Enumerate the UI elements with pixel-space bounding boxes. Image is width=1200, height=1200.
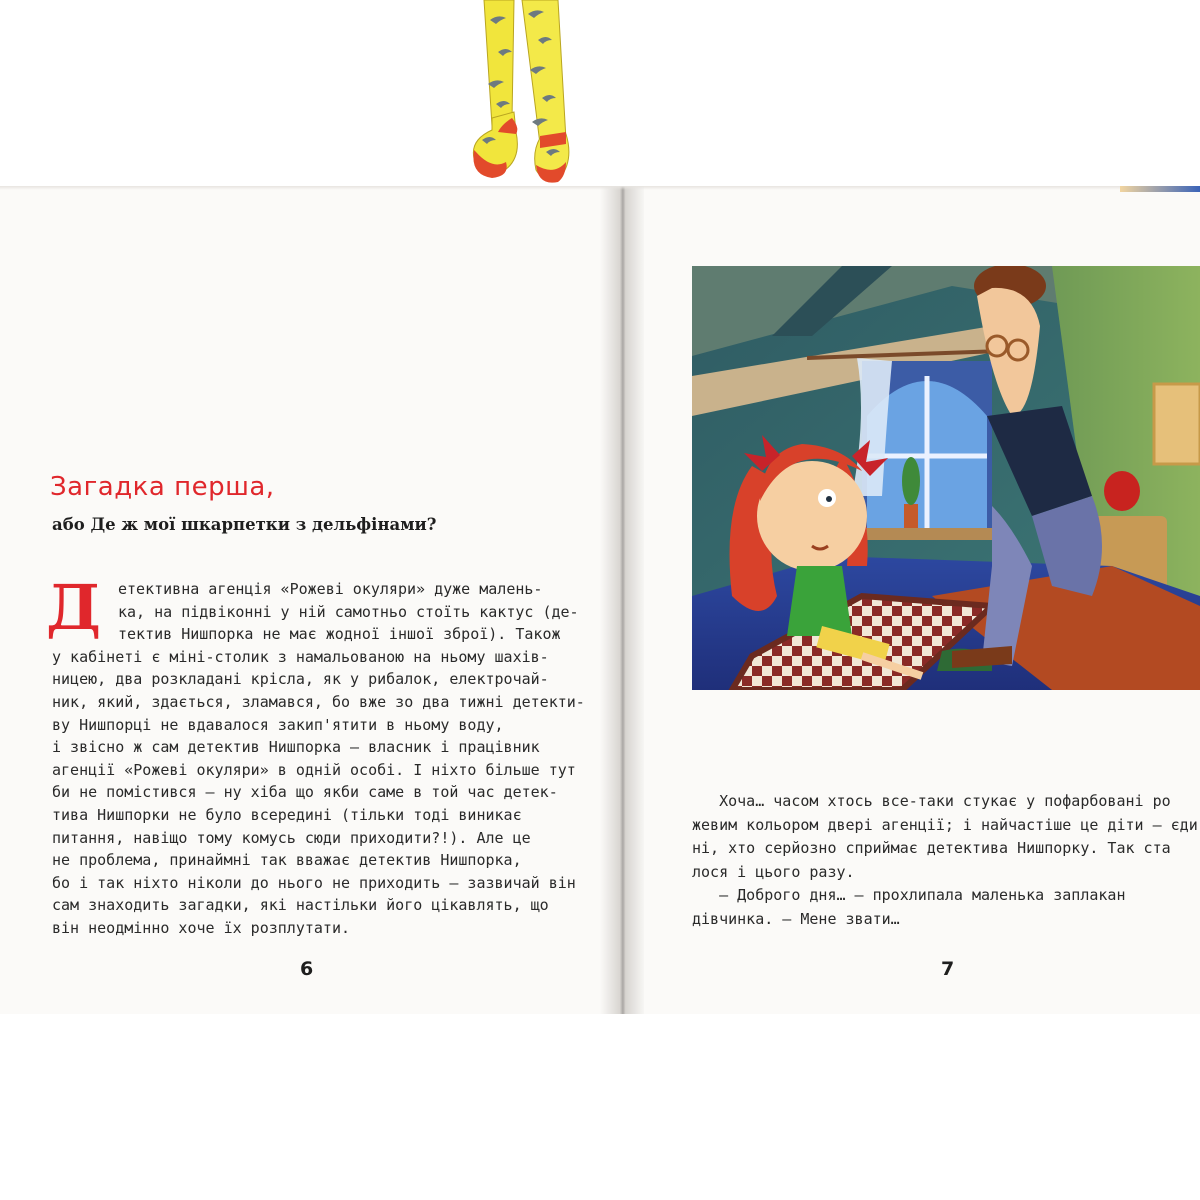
text-line: Хоча… часом хтось все-таки стукає у пофарбовані ро bbox=[692, 792, 1171, 810]
text-line: бо і так ніхто ніколи до нього не приходить — зазвичай він bbox=[52, 873, 576, 892]
right-paragraph bbox=[692, 790, 1200, 931]
text-line: ник, який, здається, зламався, бо вже зо два тижні детекти- bbox=[52, 692, 585, 711]
left-paragraph bbox=[52, 578, 585, 940]
text-line: дівчинка. — Мене звати… bbox=[692, 909, 900, 928]
book-gutter bbox=[600, 186, 644, 1014]
text-line: не проблема, принаймні так вважає детектив Нишпорка, bbox=[52, 851, 522, 870]
text-line: етективна агенція «Рожеві окуляри» дуже малень- bbox=[118, 580, 543, 598]
text-line: ницею, два розкладані крісла, як у рибалок, електрочай- bbox=[52, 670, 549, 689]
text-line: агенції «Рожеві окуляри» в одній особі. І ніхто більше тут bbox=[52, 760, 576, 779]
socks-illustration bbox=[462, 0, 592, 185]
detective-illustration bbox=[692, 266, 1200, 690]
text-line: лося і цього разу. bbox=[692, 862, 855, 881]
text-line: тива Нишпорки не було всередині (тільки тоді виникає bbox=[52, 805, 522, 824]
chapter-subtitle: або Де ж мої шкарпетки з дельфінами? bbox=[52, 515, 437, 534]
page-edge-shadow bbox=[0, 186, 1200, 190]
page-number-left: 6 bbox=[300, 958, 314, 980]
cover-edge bbox=[1120, 186, 1200, 192]
text-line: жевим кольором двері агенції; і найчастіше це діти — єди bbox=[692, 815, 1198, 834]
text-line: і звісно ж сам детектив Нишпорка — власник і працівник bbox=[52, 738, 540, 757]
text-line: він неодмінно хоче їх розплутати. bbox=[52, 918, 351, 937]
page-number-right: 7 bbox=[941, 958, 955, 980]
text-line: ву Нишпорці не вдавалося закип'ятити в ньому воду, bbox=[52, 715, 504, 734]
drop-cap: Д bbox=[46, 571, 102, 644]
text-line: ні, хто серйозно сприймає детектива Нишпорку. Так ста bbox=[692, 839, 1171, 857]
text-line: у кабінеті є міні-столик з намальованою на ньому шахів- bbox=[52, 647, 549, 666]
text-line: ка, на підвіконні у ній самотньо стоїть кактус (де- bbox=[118, 602, 579, 621]
text-line: тектив Нишпорка не має жодної іншої зброї). Також bbox=[118, 625, 561, 644]
text-line: сам знаходить загадки, які настільки його цікавлять, що bbox=[52, 896, 549, 915]
text-line: би не помістився — ну хіба що якби саме в той час детек- bbox=[52, 783, 558, 802]
chapter-title: Загадка перша, bbox=[50, 472, 275, 502]
text-line: — Доброго дня… — прохлипала маленька заплакан bbox=[692, 886, 1126, 904]
text-line: питання, навіщо тому комусь сюди приходити?!). Але це bbox=[52, 828, 531, 847]
